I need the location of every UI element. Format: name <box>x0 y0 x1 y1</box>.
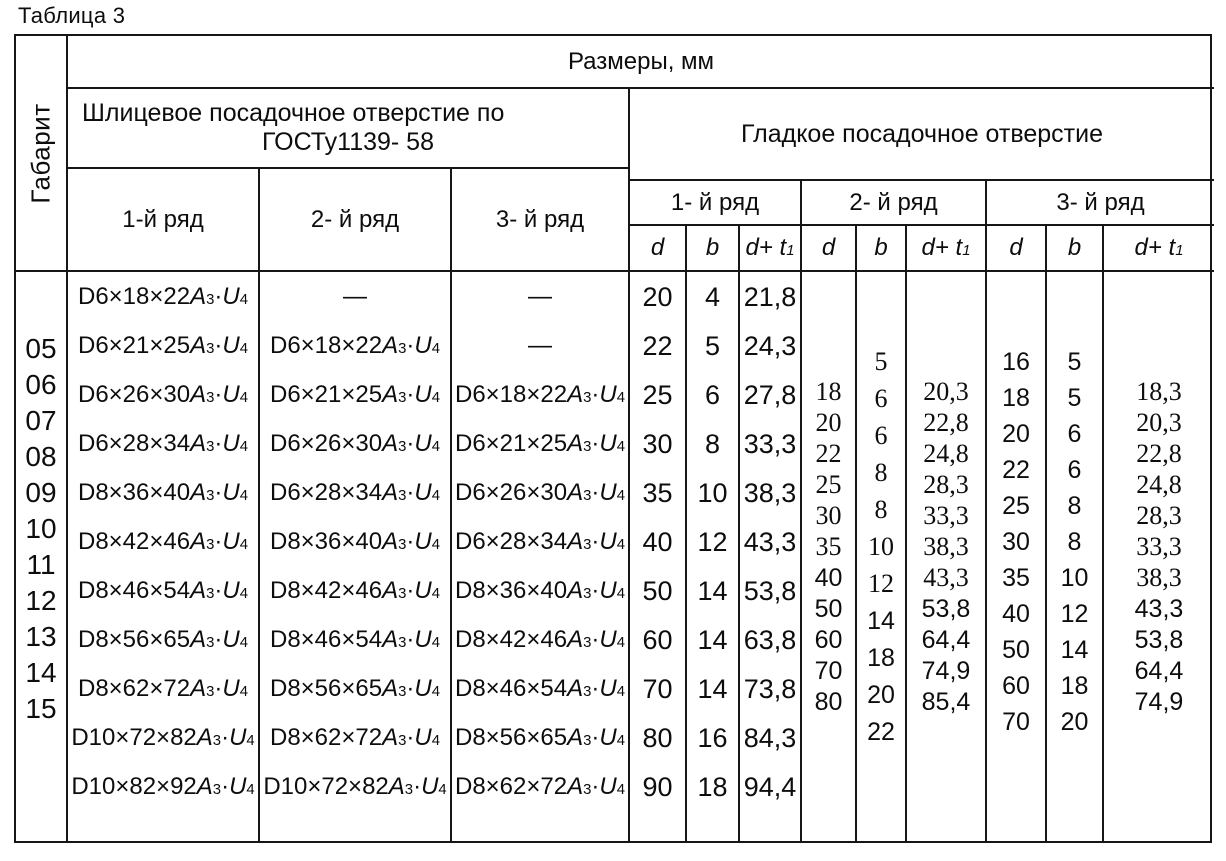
spline-designation: D6×21×25 A $_3$ · U $_4$ <box>454 430 626 457</box>
smooth-series1-header: 1- й ряд <box>630 181 802 226</box>
d-value: 40 <box>1002 599 1030 628</box>
gabarit-value: 05 <box>25 332 57 364</box>
b-value: 6 <box>1067 455 1082 484</box>
dt-value: 28,3 <box>1136 501 1182 530</box>
series2-d-header: d <box>802 226 857 272</box>
dt-value: 28,3 <box>923 470 969 499</box>
b-value: 22 <box>867 717 895 746</box>
d-value: 80 <box>642 722 673 753</box>
dt-value: 20,3 <box>923 377 969 406</box>
d-value: 80 <box>814 687 843 716</box>
smooth-section-header: Гладкое посадочное отверстие <box>630 89 1214 181</box>
spline-series2-header: 2- й ряд <box>260 169 452 272</box>
spline-designation: D8×56×65 A $_3$ · U $_4$ <box>77 626 249 653</box>
d-value: 50 <box>642 575 673 606</box>
spline-designation: D6×18×22 A $_3$ · U $_4$ <box>77 283 249 310</box>
b-value: 18 <box>697 771 728 802</box>
spline-designation: D10×82×92 A $_3$ · U $_4$ <box>71 773 255 800</box>
d-value: 70 <box>814 656 843 685</box>
spline-designation: D8×56×65 A $_3$ · U $_4$ <box>269 675 441 702</box>
d-value: 60 <box>814 625 843 654</box>
gabarit-value: 11 <box>26 548 56 580</box>
dt-value: 64,4 <box>1134 656 1184 685</box>
d-value: 25 <box>1002 491 1030 520</box>
dt-value: 74,9 <box>1134 687 1184 716</box>
spline-designation: D6×18×22 A $_3$ · U $_4$ <box>454 381 626 408</box>
b-value: 6 <box>874 421 888 450</box>
b-value: 18 <box>867 643 895 672</box>
dt-value: 43,3 <box>743 526 797 557</box>
spline-designation: D8×42×46 A $_3$ · U $_4$ <box>77 528 249 555</box>
dt-value: 53,8 <box>743 575 797 606</box>
b-value: 5 <box>1067 383 1082 412</box>
b-value: 6 <box>704 379 721 410</box>
b-value: 16 <box>697 722 728 753</box>
b-value: 6 <box>1067 419 1082 448</box>
b-value: 4 <box>704 281 721 312</box>
b-value: 8 <box>1067 491 1082 520</box>
b-value: 12 <box>1060 599 1089 628</box>
dt-value: 18,3 <box>1136 377 1182 406</box>
d-value: 20 <box>815 408 842 437</box>
gabarit-value: 12 <box>25 584 57 616</box>
dt-value: 74,9 <box>921 656 971 685</box>
spline-designation: D6×28×34 A $_3$ · U $_4$ <box>269 479 441 506</box>
d-value: 25 <box>642 379 673 410</box>
b-value: 14 <box>697 624 728 655</box>
dt-value: 21,8 <box>743 281 797 312</box>
dt-value: 33,3 <box>743 428 797 459</box>
d-value: 30 <box>1002 527 1030 556</box>
spline-designation: D8×42×46 A $_3$ · U $_4$ <box>269 577 441 604</box>
series3-dt-header: d+ t $_1$ <box>1104 226 1214 272</box>
d-value: 60 <box>642 624 673 655</box>
smooth-series1-d-column <box>630 272 687 841</box>
d-value: 60 <box>1002 671 1030 700</box>
b-value: 10 <box>868 532 894 561</box>
smooth-series1-dt-column <box>740 272 802 841</box>
dt-value: 85,4 <box>921 687 971 716</box>
dt-value: 94,4 <box>743 771 797 802</box>
dt-value: 33,3 <box>1136 532 1182 561</box>
dt-value: 24,3 <box>743 330 797 361</box>
b-value: 8 <box>874 458 888 487</box>
dt-value: 53,8 <box>1134 625 1184 654</box>
d-value: 22 <box>642 330 673 361</box>
gabarit-value: 13 <box>25 620 57 652</box>
spline-designation: D6×28×34 A $_3$ · U $_4$ <box>454 528 626 555</box>
spline-designation: D8×46×54 A $_3$ · U $_4$ <box>269 626 441 653</box>
b-value: 10 <box>697 477 728 508</box>
smooth-series1-b-column <box>687 272 740 841</box>
spline-section-header <box>68 89 630 169</box>
smooth-series2-b-column <box>857 272 907 841</box>
spline-designation: D6×18×22 A $_3$ · U $_4$ <box>269 332 441 359</box>
d-value: 20 <box>1002 419 1030 448</box>
b-value: 6 <box>874 384 888 413</box>
b-value: 10 <box>1060 563 1089 592</box>
gabarit-value: 10 <box>25 512 57 544</box>
smooth-series2-dt-column <box>907 272 987 841</box>
gabarit-label: Габарит <box>25 102 56 204</box>
spline-designation: D10×72×82 A $_3$ · U $_4$ <box>71 724 255 751</box>
b-value: 5 <box>704 330 721 361</box>
spline-section-line1: Шлицевое посадочное отверстие по <box>82 99 505 127</box>
b-value: 8 <box>874 495 888 524</box>
spline-designation: D8×42×46 A $_3$ · U $_4$ <box>454 626 626 653</box>
spline-series3-header: 3- й ряд <box>452 169 630 272</box>
series3-b-header: b <box>1047 226 1104 272</box>
spline-designation: D8×36×40 A $_3$ · U $_4$ <box>77 479 249 506</box>
dt-value: 63,8 <box>743 624 797 655</box>
dt-value: 53,8 <box>921 594 971 623</box>
spline-designation: D8×36×40 A $_3$ · U $_4$ <box>269 528 441 555</box>
spline-designation: D6×26×30 A $_3$ · U $_4$ <box>77 381 249 408</box>
gabarit-values-column <box>16 272 68 841</box>
spline-series1-column <box>68 272 260 841</box>
d-value: 20 <box>642 281 673 312</box>
b-value: 5 <box>874 347 888 376</box>
series1-dt-header: d+ t $_1$ <box>740 226 802 272</box>
sizes-header: Размеры, мм <box>68 36 1214 89</box>
b-value: 8 <box>1067 527 1082 556</box>
d-value: 40 <box>814 563 843 592</box>
series2-dt-header: d+ t $_1$ <box>907 226 987 272</box>
gabarit-value: 07 <box>25 404 57 436</box>
spline-designation: D6×26×30 A $_3$ · U $_4$ <box>454 479 626 506</box>
d-value: 40 <box>642 526 673 557</box>
dt-value: 38,3 <box>743 477 797 508</box>
d-value: 90 <box>642 771 673 802</box>
smooth-series3-b-column <box>1047 272 1104 841</box>
smooth-series3-dt-column <box>1104 272 1214 841</box>
spline-designation: D8×62×72 A $_3$ · U $_4$ <box>454 773 626 800</box>
dt-value: 22,8 <box>923 408 969 437</box>
dt-value: 84,3 <box>743 722 797 753</box>
spline-section-line2: ГОСТу1139- 58 <box>261 128 434 156</box>
spline-designation: D8×62×72 A $_3$ · U $_4$ <box>77 675 249 702</box>
b-value: 12 <box>868 569 894 598</box>
gabarit-value: 08 <box>25 440 57 472</box>
d-value: 22 <box>815 439 842 468</box>
smooth-series3-d-column <box>987 272 1047 841</box>
series2-b-header: b <box>857 226 907 272</box>
table-caption: Таблица 3 <box>18 3 126 28</box>
d-value: 35 <box>642 477 673 508</box>
spline-designation: — <box>343 283 367 310</box>
d-value: 18 <box>815 377 842 406</box>
dimensions-table <box>14 34 1212 843</box>
dt-value: 38,3 <box>923 532 969 561</box>
spline-designation: D10×72×82 A $_3$ · U $_4$ <box>263 773 447 800</box>
d-value: 30 <box>815 501 842 530</box>
d-value: 50 <box>1002 635 1030 664</box>
d-value: 70 <box>1002 707 1030 736</box>
spline-designation: — <box>528 283 552 310</box>
b-value: 14 <box>1060 635 1089 664</box>
dt-value: 24,8 <box>923 439 969 468</box>
dt-value: 24,8 <box>1136 470 1182 499</box>
d-value: 70 <box>642 673 673 704</box>
d-value: 35 <box>1002 563 1030 592</box>
b-value: 20 <box>1060 707 1089 736</box>
b-value: 14 <box>867 606 895 635</box>
dt-value: 33,3 <box>923 501 969 530</box>
spline-series2-column <box>260 272 452 841</box>
gabarit-value: 14 <box>25 656 57 688</box>
b-value: 12 <box>697 526 728 557</box>
spline-designation: D6×21×25 A $_3$ · U $_4$ <box>77 332 249 359</box>
gabarit-value: 15 <box>25 692 57 724</box>
dt-value: 43,3 <box>923 563 969 592</box>
d-value: 18 <box>1002 383 1030 412</box>
b-value: 5 <box>1067 347 1082 376</box>
d-value: 22 <box>1002 455 1030 484</box>
series1-d-header: d <box>630 226 687 272</box>
gabarit-value: 09 <box>25 476 57 508</box>
spline-designation: — <box>528 332 552 359</box>
spline-designation: D8×46×54 A $_3$ · U $_4$ <box>454 675 626 702</box>
dt-value: 64,4 <box>921 625 971 654</box>
d-value: 35 <box>815 532 842 561</box>
gabarit-value: 06 <box>25 368 57 400</box>
d-value: 25 <box>815 470 842 499</box>
d-value: 50 <box>814 594 843 623</box>
gabarit-column-header <box>16 36 68 272</box>
smooth-series2-d-column <box>802 272 857 841</box>
smooth-series2-header: 2- й ряд <box>802 181 987 226</box>
d-value: 30 <box>642 428 673 459</box>
spline-designation: D8×36×40 A $_3$ · U $_4$ <box>454 577 626 604</box>
series1-b-header: b <box>687 226 740 272</box>
b-value: 18 <box>1060 671 1089 700</box>
dt-value: 20,3 <box>1136 408 1182 437</box>
series3-d-header: d <box>987 226 1047 272</box>
spline-designation: D6×21×25 A $_3$ · U $_4$ <box>269 381 441 408</box>
spline-series3-column <box>452 272 630 841</box>
dt-value: 38,3 <box>1136 563 1182 592</box>
spline-designation: D6×26×30 A $_3$ · U $_4$ <box>269 430 441 457</box>
dt-value: 73,8 <box>743 673 797 704</box>
b-value: 14 <box>697 673 728 704</box>
spline-designation: D8×62×72 A $_3$ · U $_4$ <box>269 724 441 751</box>
spline-designation: D8×46×54 A $_3$ · U $_4$ <box>77 577 249 604</box>
spline-series1-header: 1-й ряд <box>68 169 260 272</box>
b-value: 20 <box>867 680 895 709</box>
dt-value: 27,8 <box>743 379 797 410</box>
b-value: 8 <box>704 428 721 459</box>
dt-value: 43,3 <box>1134 594 1184 623</box>
b-value: 14 <box>697 575 728 606</box>
spline-designation: D8×56×65 A $_3$ · U $_4$ <box>454 724 626 751</box>
spline-designation: D6×28×34 A $_3$ · U $_4$ <box>77 430 249 457</box>
d-value: 16 <box>1002 347 1030 376</box>
dt-value: 22,8 <box>1136 439 1182 468</box>
smooth-series3-header: 3- й ряд <box>987 181 1214 226</box>
